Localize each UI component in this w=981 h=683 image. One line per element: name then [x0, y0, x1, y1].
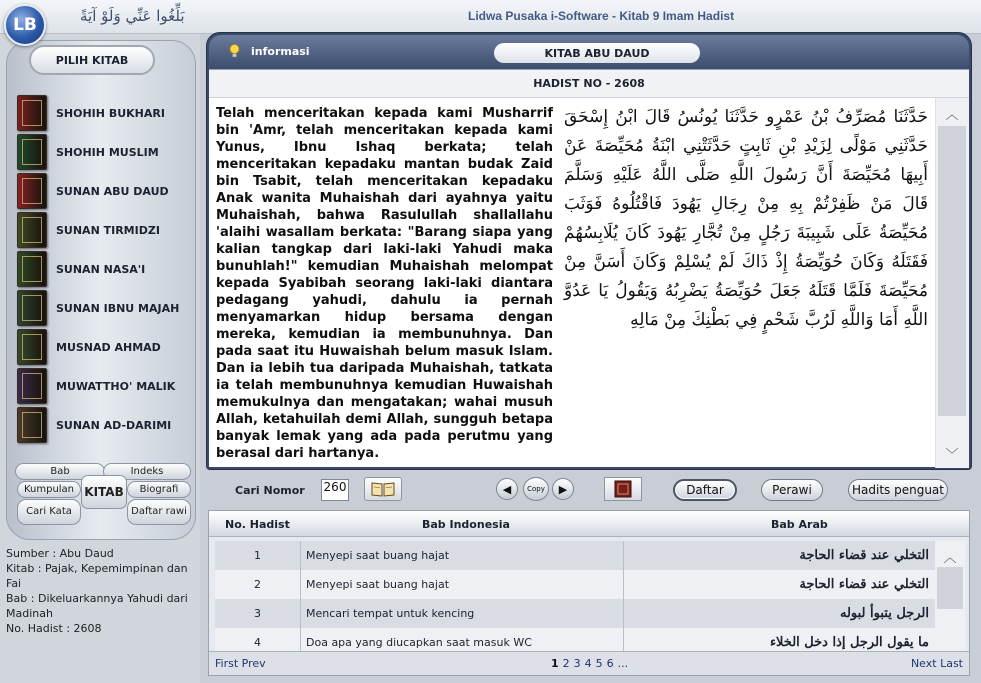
book-cover-icon	[17, 95, 47, 131]
kumpulan-button[interactable]: Kumpulan	[17, 481, 81, 498]
scroll-up-icon[interactable]: ︿	[945, 108, 959, 123]
info-sumber: Sumber : Abu Daud	[6, 547, 114, 560]
book-label: MUWATTHO' MALIK	[56, 379, 176, 393]
main-area	[206, 32, 972, 678]
book-cover-icon	[17, 251, 47, 287]
table-row[interactable]	[215, 628, 935, 651]
bab-button[interactable]: Bab	[15, 463, 105, 480]
daftar-rawi-button[interactable]: Daftar rawi	[127, 499, 191, 525]
col-no-hadist[interactable]: No. Hadist	[225, 518, 290, 531]
biografi-button[interactable]: Biografi	[127, 481, 191, 498]
book-label: SUNAN ABU DAUD	[56, 184, 169, 198]
indeks-button[interactable]: Indeks	[103, 463, 191, 480]
scroll-up-icon[interactable]: ︿	[943, 551, 957, 566]
page-link-2[interactable]: 2	[562, 657, 570, 670]
hadith-scrollbar[interactable]	[935, 98, 969, 468]
app-title: Lidwa Pusaka i-Software - Kitab 9 Imam Hadist	[468, 9, 735, 23]
book-label: SHOHIH MUSLIM	[56, 145, 159, 159]
book-item-shohih-bukhari[interactable]	[17, 95, 193, 131]
book-label: SUNAN AD-DARIMI	[56, 418, 172, 432]
informasi-label[interactable]: informasi	[251, 45, 310, 58]
cell-bab-arab: التخلي عند قضاء الحاجة	[799, 548, 929, 563]
next-hadith-button[interactable]: ▶	[552, 478, 574, 500]
open-book-icon	[370, 480, 396, 498]
hadith-translation: Telah menceritakan kepada kami Musharrif bin 'Amr, telah menceritakan kepada kami Yunus, Ibnu Ishaq berkata; telah menceritakan kepadaku mantan budak Zaid bin Tsabit, telah menceritakan kepadaku Anak wanita Muhaishah dari ayahnya yaitu Muhaishah, bahwa Rasulullah shallallahu 'alaihi wasallam berkata: "Barang siapa yang kalian tangkap dari laki-laki Yahudi maka bunuhlah!" kemudian Muhaishah melompat kepada Syabibah seorang laki-laki diantara pedagang yahudi, dahulu ia pernah menyamarkan hidup bersama dengan mereka, kemudian ia membunuhnya. Dan pada saat itu Huwaishah belum masuk Islam. Dan ia lebih tua daripada Muhaishah, tatkata ia telah membunuhnya kemudian Huwaishah memukulnya dan mengatakan; wahai musuh Allah, ketahuilah demi Allah, sungguh betapa banyak lemak yang ada pada perutmu yang berasal dari hartanya.	[216, 106, 553, 461]
page-link-more[interactable]: ...	[617, 657, 629, 670]
table-row[interactable]	[215, 570, 935, 599]
pilih-kitab-header: PILIH KITAB	[29, 45, 155, 75]
prev-hadith-button[interactable]: ◀	[496, 478, 518, 500]
book-cover-icon	[17, 407, 47, 443]
cell-no: 1	[215, 541, 301, 570]
hadits-penguat-button[interactable]: Hadits penguat	[848, 479, 948, 501]
first-prev-link[interactable]: First Prev	[215, 657, 266, 670]
page-links	[551, 657, 632, 670]
list-body	[215, 541, 935, 651]
daftar-button[interactable]: Daftar	[673, 479, 737, 501]
copy-button[interactable]: Copy	[523, 477, 549, 501]
hadith-info-box	[6, 546, 196, 676]
scroll-down-icon[interactable]: ﹀	[945, 448, 959, 463]
cell-bab-indonesia: Menyepi saat buang hajat	[301, 570, 624, 599]
book-cover-icon	[17, 368, 47, 404]
perawi-button[interactable]: Perawi	[761, 479, 823, 501]
cari-kata-button[interactable]: Cari Kata	[17, 499, 81, 525]
cell-bab-indonesia: Mencari tempat untuk kencing	[301, 599, 624, 628]
hadith-frame	[206, 32, 972, 470]
cell-no: 4	[215, 628, 301, 651]
page-link-6[interactable]: 6	[606, 657, 614, 670]
hadith-body	[209, 69, 969, 467]
arabic-motto: بَلِّغُوا عَنِّي وَلَوْ آيَةً	[80, 7, 185, 25]
cell-bab-indonesia: Doa apa yang diucapkan saat masuk WC	[301, 628, 624, 651]
book-label: SUNAN IBNU MAJAH	[56, 301, 180, 315]
title-bar	[0, 0, 981, 34]
nav-cluster	[15, 459, 191, 543]
col-bab-arab[interactable]: Bab Arab	[771, 518, 828, 531]
book-cover-icon	[17, 173, 47, 209]
book-label: SUNAN TIRMIDZI	[56, 223, 160, 237]
book-item-muwattho-malik[interactable]	[17, 368, 193, 404]
kitab-center-button[interactable]: KITAB	[81, 475, 127, 509]
search-toolbar	[206, 472, 972, 508]
book-icon	[613, 480, 633, 498]
info-kitab: Kitab : Pajak, Kepemimpinan dan Fai	[6, 562, 188, 590]
book-cover-icon	[17, 290, 47, 326]
page-link-5[interactable]: 5	[595, 657, 603, 670]
page-link-1[interactable]: 1	[551, 657, 559, 670]
scroll-thumb[interactable]	[938, 126, 966, 416]
book-item-musnad-ahmad[interactable]	[17, 329, 193, 365]
kitab-panel	[6, 40, 196, 540]
scroll-thumb[interactable]	[937, 567, 963, 609]
cell-no: 3	[215, 599, 301, 628]
book-label: MUSNAD AHMAD	[56, 340, 161, 354]
book-cover-icon	[17, 212, 47, 248]
col-bab-indonesia[interactable]: Bab Indonesia	[422, 518, 510, 531]
cell-bab-arab: التخلي عند قضاء الحاجة	[799, 577, 929, 592]
book-label: SUNAN NASA'I	[56, 262, 146, 276]
book-label: SHOHIH BUKHARI	[56, 106, 165, 120]
hadith-header	[209, 35, 969, 69]
next-last-link[interactable]: Next Last	[910, 657, 963, 670]
book-item-sunan-nasai[interactable]	[17, 251, 193, 287]
book-view-button[interactable]	[604, 477, 642, 501]
list-scrollbar[interactable]	[935, 541, 965, 651]
kitab-title: KITAB ABU DAUD	[494, 43, 700, 63]
info-no-hadist: No. Hadist : 2608	[6, 622, 102, 635]
left-panel	[0, 34, 200, 683]
app-logo: LB	[4, 4, 46, 46]
lightbulb-icon	[229, 44, 240, 58]
book-cover-icon	[17, 329, 47, 365]
hadith-arabic: حَدَّثَنَا مُصَرِّفُ بْنُ عَمْرٍو حَدَّثَنَا يُونُسُ قَالَ ابْنُ إِسْحَقَ حَدَّثَنِي مَوْلًى لِزَيْدِ بْنِ ثَابِتٍ حَدَّثَتْنِي ابْنَةُ مُحَيِّصَةَ عَنْ أَبِيهَا مُحَيِّصَةَ أَنَّ رَسُولَ اللَّهِ صَلَّى اللَّهُ عَلَيْهِ وَسَلَّمَ قَالَ مَنْ ظَفِرْتُمْ بِهِ مِنْ رِجَالِ يَهُودَ فَاقْتُلُوهُ فَوَثَبَ مُحَيِّصَةُ عَلَى شَبِيبَةَ رَجُلٍ مِنْ تُجَّارِ يَهُودَ كَانَ يُلَابِسُهُمْ فَقَتَلَهُ وَكَانَ حُوَيِّصَةُ إِذْ ذَاكَ لَمْ يُسْلِمْ وَكَانَ أَسَنَّ مِنْ مُحَيِّصَةَ فَلَمَّا قَتَلَهُ جَعَلَ حُوَيِّصَةُ يَضْرِبُهُ وَيَقُولُ يَا عَدُوَّ اللَّهِ أَمَا وَاللَّهِ لَرُبَّ شَحْمٍ فِي بَطْنِكَ مِنْ مَالِهِ	[564, 107, 928, 330]
book-item-sunan-abu-daud[interactable]	[17, 173, 193, 209]
pagination	[209, 651, 969, 675]
cell-bab-indonesia: Menyepi saat buang hajat	[301, 541, 624, 570]
hadith-list-panel	[208, 510, 970, 676]
cari-nomor-label: Cari Nomor	[235, 484, 305, 497]
book-cover-icon	[17, 134, 47, 170]
list-header	[209, 511, 969, 537]
page-link-4[interactable]: 4	[584, 657, 592, 670]
table-row[interactable]	[215, 541, 935, 570]
book-item-shohih-muslim[interactable]	[17, 134, 193, 170]
book-item-sunan-ibnu-majah[interactable]	[17, 290, 193, 326]
cari-nomor-input[interactable]: 260	[321, 479, 349, 501]
cell-bab-arab: ما يقول الرجل إذا دخل الخلاء	[769, 635, 929, 650]
book-item-sunan-ad-darimi[interactable]	[17, 407, 193, 443]
page-link-3[interactable]: 3	[573, 657, 581, 670]
book-item-sunan-tirmidzi[interactable]	[17, 212, 193, 248]
hadist-number: HADIST NO - 2608	[209, 70, 969, 98]
cell-no: 2	[215, 570, 301, 599]
info-bab: Bab : Dikeluarkannya Yahudi dari Madinah	[6, 592, 188, 620]
open-book-button[interactable]	[364, 477, 402, 501]
table-row[interactable]	[215, 599, 935, 628]
cell-bab-arab: الرجل يتبوأ لبوله	[839, 606, 929, 621]
